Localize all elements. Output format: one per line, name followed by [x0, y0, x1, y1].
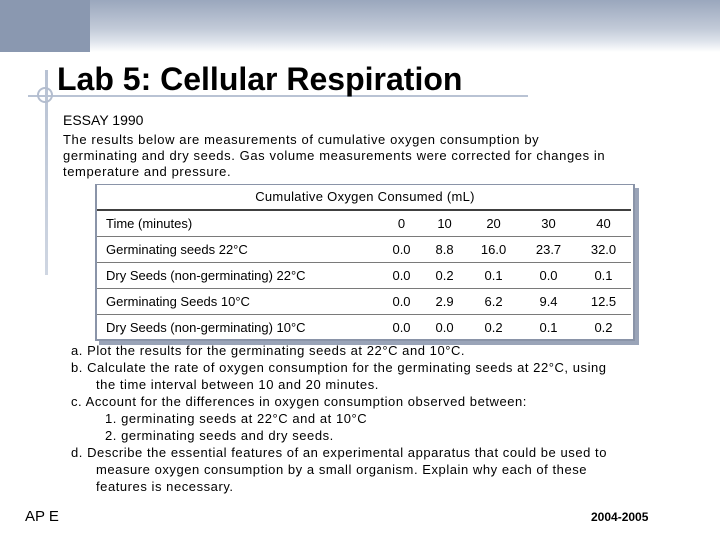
intro-line: temperature and pressure. [63, 164, 232, 179]
table-cell: 0.0 [521, 263, 576, 289]
slide-subtitle: ESSAY 1990 [63, 112, 144, 128]
oxygen-table [97, 209, 631, 340]
question-line: measure oxygen consumption by a small organism. Explain why each of these [96, 462, 588, 477]
table-cell: 0.1 [466, 263, 521, 289]
table-cell: Dry Seeds (non-germinating) 10°C [97, 315, 380, 341]
question-line: features is necessary. [96, 479, 234, 494]
table-cell: 6.2 [466, 289, 521, 315]
table-cell: 12.5 [576, 289, 631, 315]
table-header-cell: 40 [576, 210, 631, 237]
table-caption: Cumulative Oxygen Consumed (mL) [97, 185, 633, 209]
table-cell: 0.2 [423, 263, 466, 289]
intro-paragraph [63, 132, 703, 180]
table-cell: 0.0 [380, 315, 423, 341]
table-header-cell: 30 [521, 210, 576, 237]
table-cell: 0.0 [423, 315, 466, 341]
table-cell: 0.1 [521, 315, 576, 341]
footer-course-label: AP E [25, 508, 59, 525]
question-line: the time interval between 10 and 20 minutes. [96, 377, 379, 392]
question-line: 2. germinating seeds and dry seeds. [105, 428, 334, 443]
table-header-cell: 0 [380, 210, 423, 237]
question-line: c. Account for the differences in oxygen consumption observed between: [71, 394, 527, 409]
table-cell: 16.0 [466, 237, 521, 263]
table-cell: Germinating seeds 22°C [97, 237, 380, 263]
table-cell: 0.1 [576, 263, 631, 289]
table-cell: 0.0 [380, 237, 423, 263]
table-cell: 0.2 [576, 315, 631, 341]
intro-line: germinating and dry seeds. Gas volume measurements were corrected for changes in [63, 148, 606, 163]
table-cell: 0.0 [380, 263, 423, 289]
table-cell: Dry Seeds (non-germinating) 22°C [97, 263, 380, 289]
table-cell: 8.8 [423, 237, 466, 263]
table-row [97, 263, 631, 289]
slide-title: Lab 5: Cellular Respiration [57, 61, 463, 97]
table-cell: Germinating Seeds 10°C [97, 289, 380, 315]
table-header-cell: 10 [423, 210, 466, 237]
table-cell: 0.0 [380, 289, 423, 315]
header-band [0, 0, 720, 52]
essay-questions [71, 342, 711, 495]
table-row [97, 315, 631, 341]
crosshair-icon [37, 87, 53, 103]
table-header-cell: Time (minutes) [97, 210, 380, 237]
table-cell: 2.9 [423, 289, 466, 315]
table-cell: 9.4 [521, 289, 576, 315]
table-header-cell: 20 [466, 210, 521, 237]
table-cell: 32.0 [576, 237, 631, 263]
question-line: a. Plot the results for the germinating seeds at 22°C and 10°C. [71, 343, 466, 358]
table-header-row [97, 210, 631, 237]
table-cell: 0.2 [466, 315, 521, 341]
table-row [97, 237, 631, 263]
footer-year: 2004-2005 [591, 510, 649, 524]
table-row [97, 289, 631, 315]
question-line: b. Calculate the rate of oxygen consumption for the germinating seeds at 22°C, using [71, 360, 607, 375]
question-line: d. Describe the essential features of an experimental apparatus that could be used to [71, 445, 607, 460]
header-corner-block [0, 0, 90, 52]
intro-line: The results below are measurements of cumulative oxygen consumption by [63, 132, 540, 147]
question-line: 1. germinating seeds at 22°C and at 10°C [105, 411, 368, 426]
data-table-container [95, 184, 635, 341]
table-cell: 23.7 [521, 237, 576, 263]
